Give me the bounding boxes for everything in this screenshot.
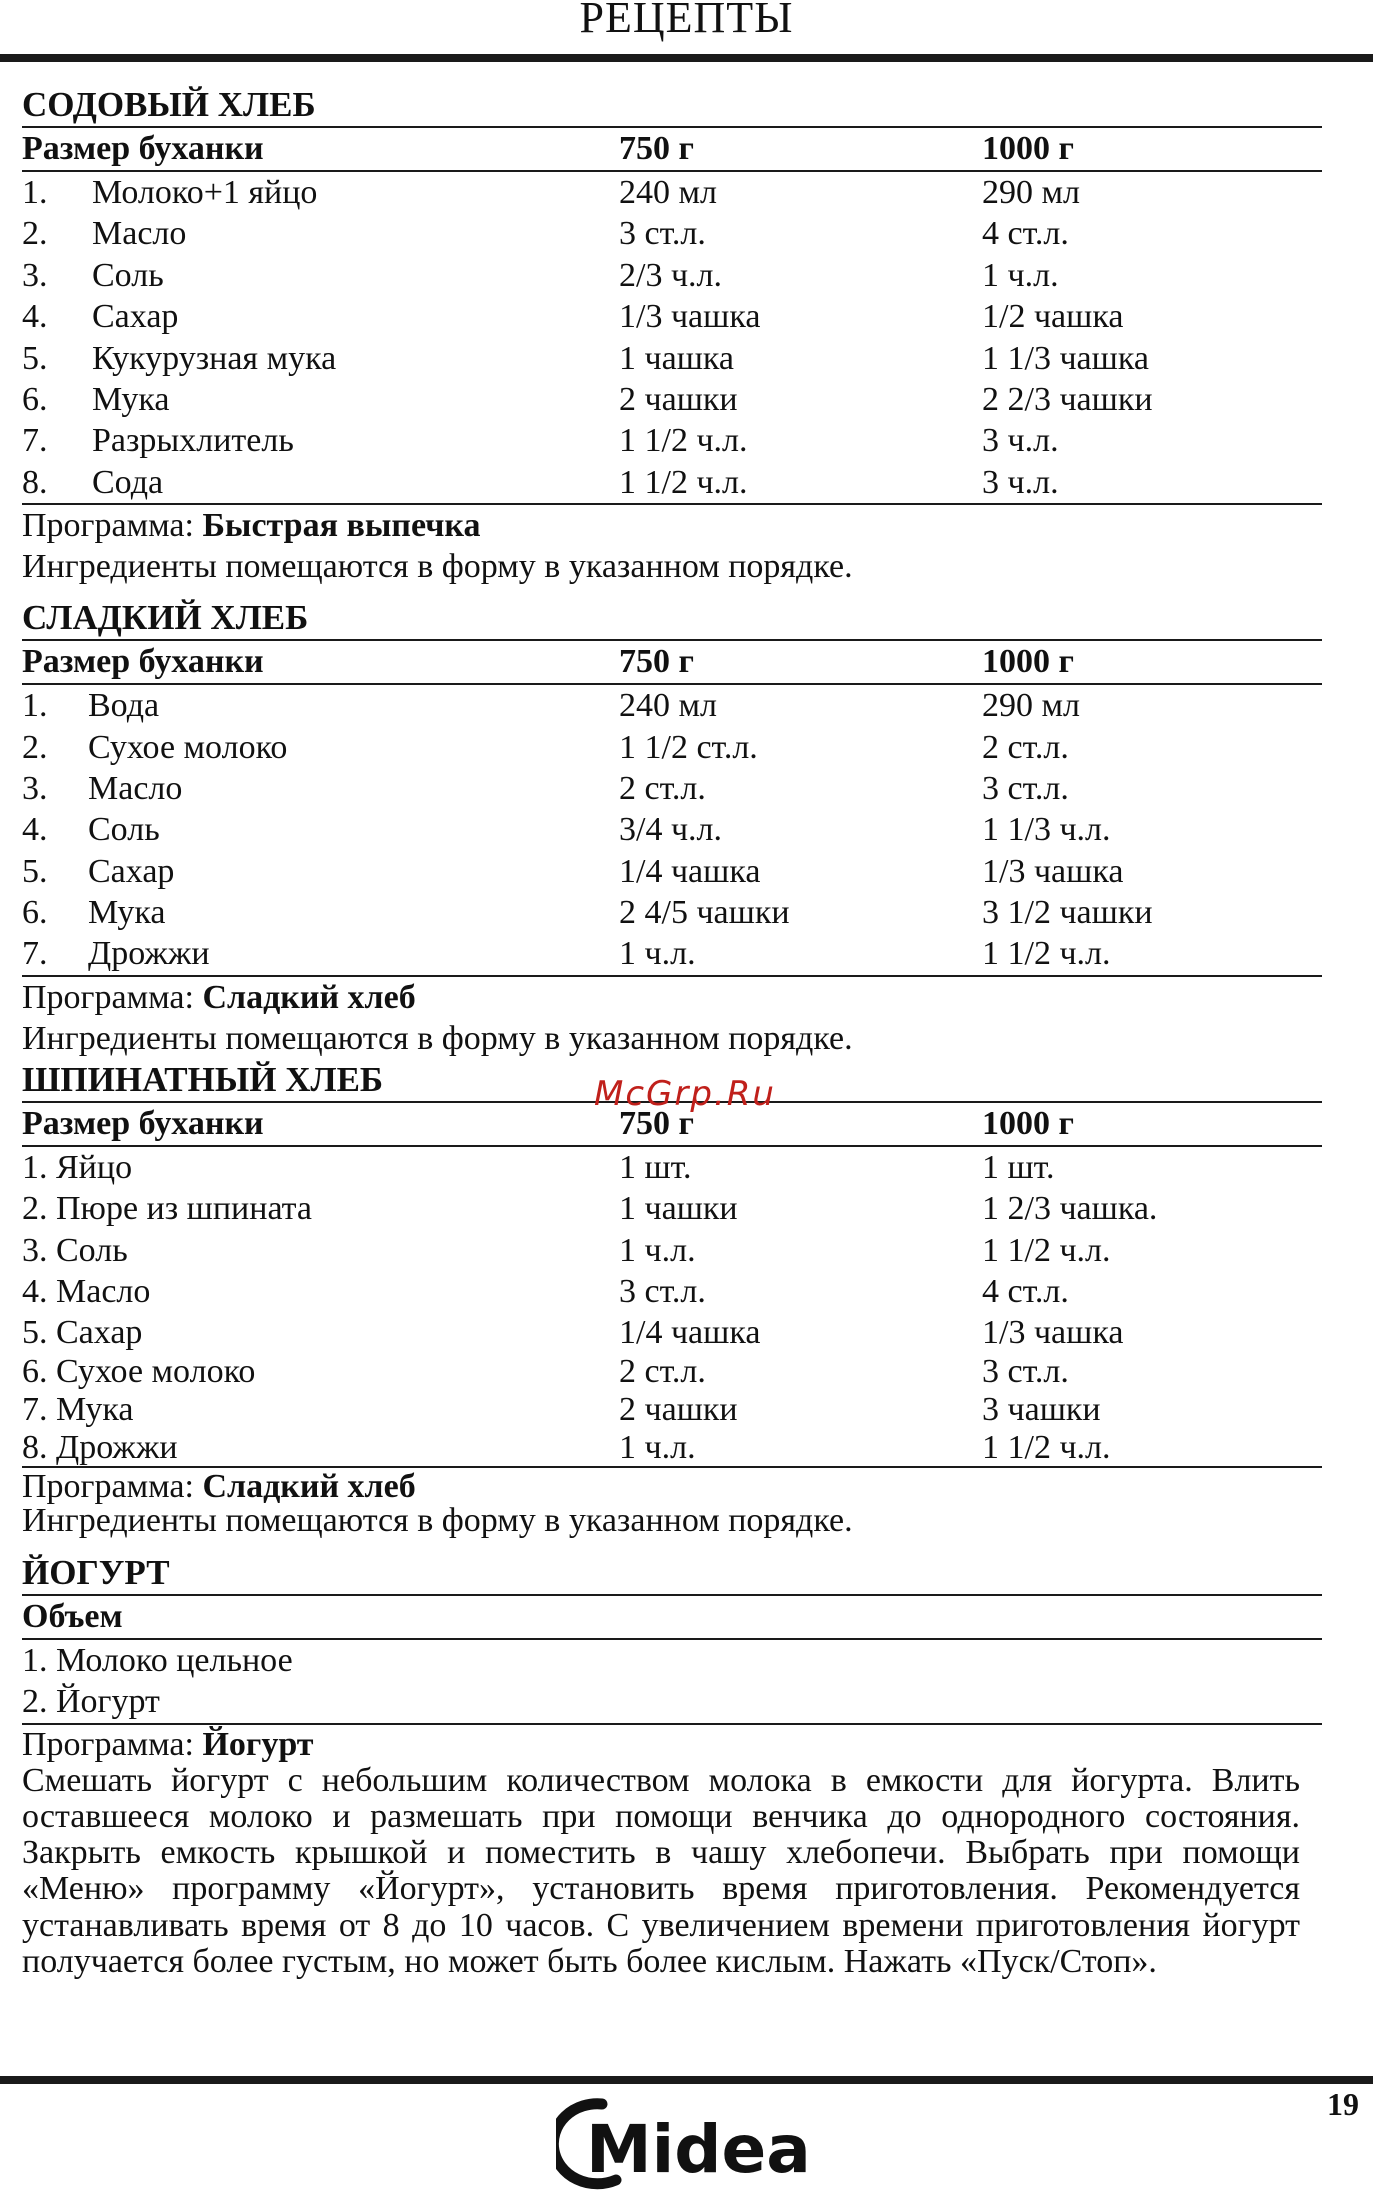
ingredient: 3. Соль xyxy=(22,1231,128,1269)
amount-1000: 1 шт. xyxy=(982,1148,1055,1186)
amount-1000: 4 ст.л. xyxy=(982,1273,1069,1311)
row-number: 2. xyxy=(22,215,48,253)
ingredient: Молоко+1 яйцо xyxy=(92,174,318,211)
amount-1000: 3 ч.л. xyxy=(982,422,1059,460)
ingredient: Масло xyxy=(92,215,187,253)
amount-1000: 1 1/2 ч.л. xyxy=(982,935,1111,973)
amount-750: 3/4 ч.л. xyxy=(619,811,723,849)
row-number: 3. xyxy=(22,769,48,807)
midea-logo xyxy=(556,2090,816,2190)
ingredient: Мука xyxy=(92,380,170,418)
amount-750: 1 чашки xyxy=(619,1190,738,1228)
amount-750: 1 1/2 ч.л. xyxy=(619,422,748,460)
table-row xyxy=(22,213,1322,254)
row-number: 2. xyxy=(22,728,48,766)
amount-1000: 2 ст.л. xyxy=(982,728,1069,766)
amount-1000: 1/2 чашка xyxy=(982,298,1124,336)
amount-1000: 1/3 чашка xyxy=(982,852,1124,890)
amount-1000: 2 2/3 чашки xyxy=(982,380,1153,418)
top-rule xyxy=(0,54,1373,62)
soda-table-header xyxy=(22,128,1322,170)
ingredient: Сахар xyxy=(88,852,175,890)
header-1000: 1000 г xyxy=(982,1104,1074,1142)
table-row xyxy=(22,1354,1322,1390)
amount-1000: 3 ст.л. xyxy=(982,1352,1069,1390)
table-row xyxy=(22,892,1322,933)
amount-750: 2 чашки xyxy=(619,1390,738,1428)
row-number: 3. xyxy=(22,256,48,294)
row-number: 8. xyxy=(22,463,48,501)
table-row xyxy=(22,727,1322,768)
program-name: Сладкий хлеб xyxy=(202,1467,416,1505)
amount-1000: 3 ч.л. xyxy=(982,463,1059,501)
ingredient: Сухое молоко xyxy=(88,728,288,766)
program-name: Быстрая выпечка xyxy=(202,507,481,545)
table-row xyxy=(22,1271,1322,1312)
spinach-table-body xyxy=(22,1147,1322,1466)
amount-750: 1 ч.л. xyxy=(619,1428,696,1466)
soda-program xyxy=(22,505,1322,546)
page-number: 19 xyxy=(1327,2086,1359,2122)
spinach-bread-title: ШПИНАТНЫЙ ХЛЕБ xyxy=(22,1059,384,1099)
row-number: 1. xyxy=(22,687,48,725)
table-row xyxy=(22,1230,1322,1271)
sweet-note: Ингредиенты помещаются в форму в указанном порядке. xyxy=(22,1019,853,1057)
sweet-program xyxy=(22,977,1322,1018)
table-row xyxy=(22,1147,1322,1188)
amount-750: 2 ст.л. xyxy=(619,769,706,807)
amount-1000: 1 2/3 чашка. xyxy=(982,1190,1158,1228)
header-size: Размер буханки xyxy=(22,1104,264,1142)
amount-750: 2 4/5 чашки xyxy=(619,894,790,932)
header-size: Размер буханки xyxy=(22,130,264,167)
header-1000: 1000 г xyxy=(982,643,1074,681)
row-number: 7. xyxy=(22,935,48,973)
yogurt-table-header xyxy=(22,1596,1322,1638)
amount-750: 1 чашка xyxy=(619,339,734,377)
amount-1000: 1 1/2 ч.л. xyxy=(982,1428,1111,1466)
sweet-bread-title: СЛАДКИЙ ХЛЕБ xyxy=(22,598,309,638)
page-title: РЕЦЕПТЫ xyxy=(579,0,794,42)
amount-1000: 1 1/2 ч.л. xyxy=(982,1231,1111,1269)
header-750: 750 г xyxy=(619,643,694,681)
yogurt-table-body xyxy=(22,1640,1322,1723)
row-number: 4. xyxy=(22,298,48,336)
program-label: Программа: xyxy=(22,507,203,545)
table-row xyxy=(22,768,1322,809)
amount-750: 3 ст.л. xyxy=(619,1273,706,1311)
header-volume: Объем xyxy=(22,1597,123,1635)
amount-750: 1/4 чашка xyxy=(619,852,761,890)
table-row xyxy=(22,379,1322,420)
ingredient: Кукурузная мука xyxy=(92,339,337,377)
ingredient: 7. Мука xyxy=(22,1390,134,1428)
logo-text: Midea xyxy=(586,2111,811,2188)
amount-750: 240 мл xyxy=(619,687,717,725)
table-row xyxy=(22,1188,1322,1229)
amount-1000: 3 1/2 чашки xyxy=(982,894,1153,932)
program-label: Программа: xyxy=(22,1467,203,1505)
header-1000: 1000 г xyxy=(982,130,1074,167)
amount-750: 2 ст.л. xyxy=(619,1352,706,1390)
amount-1000: 1 1/3 ч.л. xyxy=(982,811,1111,849)
amount-750: 1 1/2 ч.л. xyxy=(619,463,748,501)
ingredient: Масло xyxy=(88,769,183,807)
amount-750: 1/4 чашка xyxy=(619,1314,761,1352)
recipes-content xyxy=(22,84,1322,1980)
table-row xyxy=(22,462,1322,503)
soda-bread-title: СОДОВЫЙ ХЛЕБ xyxy=(22,85,316,124)
table-row xyxy=(22,933,1322,974)
amount-750: 1 ч.л. xyxy=(619,1231,696,1269)
sweet-table-header xyxy=(22,641,1322,683)
soda-note: Ингредиенты помещаются в форму в указанном порядке. xyxy=(22,548,853,586)
amount-1000: 1 1/3 чашка xyxy=(982,339,1149,377)
yogurt-instructions: Смешать йогурт с небольшим количеством молока в емкости для йогурта. Влить оставшееся молоко и размешать при помощи венчика до однородного состояния. Закрыть емкость крышкой и поместить в чашу хлебопечи. Выбрать при помощи «Меню» программу «Йогурт», установить время приготовления. Рекомендуется устанавливать время от 8 до 10 часов. С увеличением времени приготовления йогурт получается более густым, но может быть более кислым. Нажать «Пуск/Стоп». xyxy=(22,1761,1300,1981)
amount-750: 1 1/2 ст.л. xyxy=(619,728,758,766)
sweet-table-body xyxy=(22,685,1322,975)
bottom-rule xyxy=(0,2076,1373,2084)
table-row xyxy=(22,338,1322,379)
program-label: Программа: xyxy=(22,1725,203,1763)
yogurt-title: ЙОГУРТ xyxy=(22,1552,170,1592)
amount-1000: 290 мл xyxy=(982,687,1080,725)
amount-1000: 3 чашки xyxy=(982,1390,1101,1428)
yogurt-program xyxy=(22,1725,1322,1763)
row-number: 6. xyxy=(22,894,48,932)
spinach-note: Ингредиенты помещаются в форму в указанном порядке. xyxy=(22,1501,853,1539)
amount-750: 3 ст.л. xyxy=(619,215,706,253)
table-row xyxy=(22,255,1322,296)
amount-1000: 1 ч.л. xyxy=(982,256,1059,294)
amount-750: 240 мл xyxy=(619,174,717,211)
ingredient: Мука xyxy=(88,894,166,932)
list-item: 2. Йогурт xyxy=(22,1683,160,1721)
row-number: 1. xyxy=(22,174,48,211)
list-item: 1. Молоко цельное xyxy=(22,1641,293,1679)
amount-1000: 3 ст.л. xyxy=(982,769,1069,807)
ingredient: Разрыхлитель xyxy=(92,422,294,460)
amount-750: 1 ч.л. xyxy=(619,935,696,973)
ingredient: 2. Пюре из шпината xyxy=(22,1190,313,1228)
row-number: 5. xyxy=(22,852,48,890)
table-row xyxy=(22,1390,1322,1430)
ingredient: Соль xyxy=(92,256,164,294)
header-750: 750 г xyxy=(619,1104,694,1142)
ingredient: 6. Сухое молоко xyxy=(22,1352,256,1390)
row-number: 4. xyxy=(22,811,48,849)
program-name: Сладкий хлеб xyxy=(202,978,416,1016)
program-name: Йогурт xyxy=(202,1725,314,1763)
ingredient: 1. Яйцо xyxy=(22,1148,133,1186)
row-number: 6. xyxy=(22,380,48,418)
program-label: Программа: xyxy=(22,978,203,1016)
table-row xyxy=(22,172,1322,213)
table-row xyxy=(22,851,1322,892)
header-size: Размер буханки xyxy=(22,643,264,681)
row-number: 7. xyxy=(22,422,48,460)
table-row xyxy=(22,1312,1322,1353)
table-row xyxy=(22,296,1322,337)
header-750: 750 г xyxy=(619,130,694,167)
table-row xyxy=(22,420,1322,461)
amount-750: 1/3 чашка xyxy=(619,298,761,336)
spinach-program xyxy=(22,1468,1322,1504)
amount-1000: 4 ст.л. xyxy=(982,215,1069,253)
ingredient: Сода xyxy=(92,463,164,501)
amount-750: 1 шт. xyxy=(619,1148,692,1186)
ingredient: Дрожжи xyxy=(88,935,210,973)
ingredient: Вода xyxy=(88,687,160,725)
row-number: 5. xyxy=(22,339,48,377)
ingredient: Соль xyxy=(88,811,160,849)
amount-750: 2/3 ч.л. xyxy=(619,256,723,294)
table-row xyxy=(22,809,1322,850)
watermark: McGrp.Ru xyxy=(594,1074,776,1114)
amount-750: 2 чашки xyxy=(619,380,738,418)
ingredient: 5. Сахар xyxy=(22,1314,143,1352)
ingredient: 4. Масло xyxy=(22,1273,151,1311)
soda-table-body xyxy=(22,172,1322,503)
ingredient: Сахар xyxy=(92,298,179,336)
ingredient: 8. Дрожжи xyxy=(22,1428,178,1466)
amount-1000: 1/3 чашка xyxy=(982,1314,1124,1352)
amount-1000: 290 мл xyxy=(982,174,1080,211)
table-row xyxy=(22,685,1322,726)
table-row xyxy=(22,1430,1322,1466)
